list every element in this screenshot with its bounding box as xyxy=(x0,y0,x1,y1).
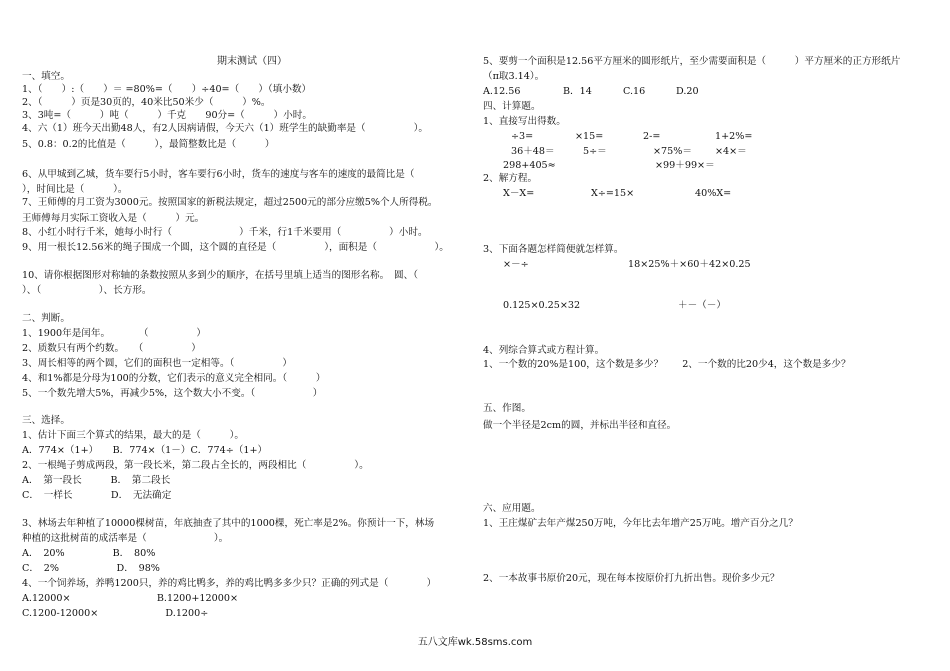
choice-q3-options-ab: A． 20% B． 80% xyxy=(22,548,156,559)
choice-q1-options: A．774×（1+） B．774×（1－）C．774÷（1+） xyxy=(22,445,268,456)
calc-item: 5÷＝ xyxy=(583,146,607,157)
choice-q5-option-c: C.16 xyxy=(623,86,646,97)
right-column xyxy=(483,0,931,640)
calc-item: ×75%＝ xyxy=(653,146,692,157)
choice-q2: 2、一根绳子剪成两段，第一段长米，第二段占全长的，两段相比（ ）。 xyxy=(22,460,369,471)
fill-q8: 8、小红小时行千米，她每小时行（ ）千米，行1千米要用（ ）小时。 xyxy=(22,227,428,238)
equation-item: X－X= xyxy=(503,188,535,199)
fill-q10-line2: ）、（ ）、长方形。 xyxy=(22,285,152,296)
section-3-heading: 三、选择。 xyxy=(22,415,70,426)
choice-q5-option-d: D.20 xyxy=(676,86,699,97)
choice-q4-options-ab: A.12000× B.1200+12000× xyxy=(22,593,238,604)
simplify-row-1 xyxy=(483,258,931,271)
calc-item: 36＋48＝ xyxy=(511,146,555,157)
fill-q4: 4、六（1）班今天出勤48人，有2人因病请假，今天六（1）班学生的缺勤率是（ ）。 xyxy=(22,123,428,134)
drawing-question: 做一个半径是2cm的圆，并标出半径和直径。 xyxy=(483,420,677,431)
choice-q5-options xyxy=(483,85,931,98)
footer-watermark: 五八文库wk.58sms.com xyxy=(417,637,533,648)
judge-q2: 2、质数只有两个约数。 （ ） xyxy=(22,343,201,354)
judge-q4: 4、和1%都是分母为100的分数，它们表示的意义完全相同。（ ） xyxy=(22,373,326,384)
choice-q5-line2: （π取3.14）。 xyxy=(483,71,545,82)
application-q1: 1、王庄煤矿去年产煤250万吨，今年比去年增产25万吨。增产百分之几？ xyxy=(483,518,798,529)
fill-q7-line2: 王师傅每月实际工资收入是（ ）元。 xyxy=(22,213,205,224)
choice-q2-options-ab: A． 第一段长 B． 第二段长 xyxy=(22,475,171,486)
choice-q4: 4、一个饲养场，养鸭1200只，养的鸡比鸭多，养的鸡比鸭多多少只？正确的列式是（ ） xyxy=(22,578,437,589)
calc-item: 298+405≈ xyxy=(503,160,556,171)
fill-q3: 3、3吨=（ ）吨（ ）千克 90分=（ ）小时。 xyxy=(22,110,312,121)
choice-q5-line1: 5、要剪一个面积是12.56平方厘米的圆形纸片，至少需要面积是（ ）平方厘米的正方形纸片 xyxy=(483,56,901,67)
choice-q3-options-cd: C． 2% D． 98% xyxy=(22,563,160,574)
choice-q3-line2: 种植的这批树苗的成活率是（ ）。 xyxy=(22,533,229,544)
calc-item: ÷3= xyxy=(511,131,534,142)
simplify-item: 18×25%＋×60＋42×0.25 xyxy=(628,259,751,270)
equation-item: 40%X= xyxy=(695,188,732,199)
fill-q6-line1: 6、从甲城到乙城，货车要行5小时，客车要行6小时，货车的速度与客车的速度的最简比是（ xyxy=(22,169,415,180)
calc-row-1 xyxy=(483,130,931,143)
calc-item: ×4×＝ xyxy=(715,146,747,157)
fill-q1: 1、（ ）:（ ）＝ =80%=（ ）÷40=（ ）（填小数） xyxy=(22,84,312,95)
judge-q1: 1、1900年是闰年。 （ ） xyxy=(22,328,207,339)
choice-q4-options-cd: C.1200-12000× D.1200÷ xyxy=(22,608,209,619)
calc-part4-questions: 1、一个数的20%是100，这个数是多少？ 2、一个数的比20少4，这个数是多少？ xyxy=(483,359,851,370)
section-6-heading: 六、应用题。 xyxy=(483,503,541,514)
simplify-item: 0.125×0.25×32 xyxy=(503,300,581,311)
choice-q3-line1: 3、林场去年种植了10000棵树苗，年底抽查了其中的1000棵，死亡率是2%。你预计一下，林场 xyxy=(22,518,435,529)
calc-item: 2-= xyxy=(643,131,661,142)
simplify-item: ＋－（－） xyxy=(678,300,726,311)
fill-q9: 9、用一根长12.56米的绳子围成一个圆，这个圆的直径是（ ），面积是（ ）。 xyxy=(22,242,449,253)
calc-row-3 xyxy=(483,159,931,172)
equation-row xyxy=(483,187,931,200)
section-2-heading: 二、判断。 xyxy=(22,313,70,324)
calc-item: ×99＋99×＝ xyxy=(655,160,715,171)
section-5-heading: 五、作图。 xyxy=(483,403,531,414)
calc-part4-title: 4、列综合算式或方程计算。 xyxy=(483,345,605,356)
exam-title: 期末测试（四） xyxy=(217,56,287,67)
choice-q5-option-b: B．14 xyxy=(563,86,592,97)
equation-item: X÷=15× xyxy=(591,188,635,199)
calc-part2-title: 2、解方程。 xyxy=(483,173,538,184)
judge-q3: 3、周长相等的两个圆，它们的面积也一定相等。（ ） xyxy=(22,358,292,369)
calc-part1-title: 1、直接写出得数。 xyxy=(483,116,566,127)
fill-q10-line1: 10、请你根据图形对称轴的条数按照从多到少的顺序，在括号里填上适当的图形名称。 圆、（ xyxy=(22,270,418,281)
section-1-heading: 一、填空。 xyxy=(22,71,70,82)
calc-part3-title: 3、下面各题怎样简便就怎样算。 xyxy=(483,244,624,255)
application-q2: 2、一本故事书原价20元，现在每本按原价打九折出售。现价多少元？ xyxy=(483,573,780,584)
fill-q5: 5、0.8：0.2的比值是（ ），最简整数比是（ ） xyxy=(22,139,275,150)
left-column xyxy=(22,0,470,640)
calc-row-2 xyxy=(483,145,931,158)
simplify-item: ×－÷ xyxy=(503,259,529,270)
section-4-heading: 四、计算题。 xyxy=(483,101,541,112)
fill-q2: 2、（ ）页是30页的，40米比50米少（ ）%。 xyxy=(22,97,271,108)
fill-q6-line2: ），时间比是（ ）。 xyxy=(22,184,128,195)
simplify-row-2 xyxy=(483,299,931,312)
calc-item: ×15= xyxy=(575,131,604,142)
choice-q2-options-cd: C． 一样长 D． 无法确定 xyxy=(22,490,172,501)
choice-q1: 1、估计下面三个算式的结果，最大的是（ ）。 xyxy=(22,430,244,441)
choice-q5-option-a: A.12.56 xyxy=(483,86,521,97)
fill-q7-line1: 7、王师傅的月工资为3000元。按照国家的新税法规定，超过2500元的部分应缴5%个人所得税。 xyxy=(22,197,438,208)
calc-item: 1+2%= xyxy=(715,131,753,142)
judge-q5: 5、一个数先增大5%，再减少5%，这个数大小不变。（ ） xyxy=(22,388,323,399)
